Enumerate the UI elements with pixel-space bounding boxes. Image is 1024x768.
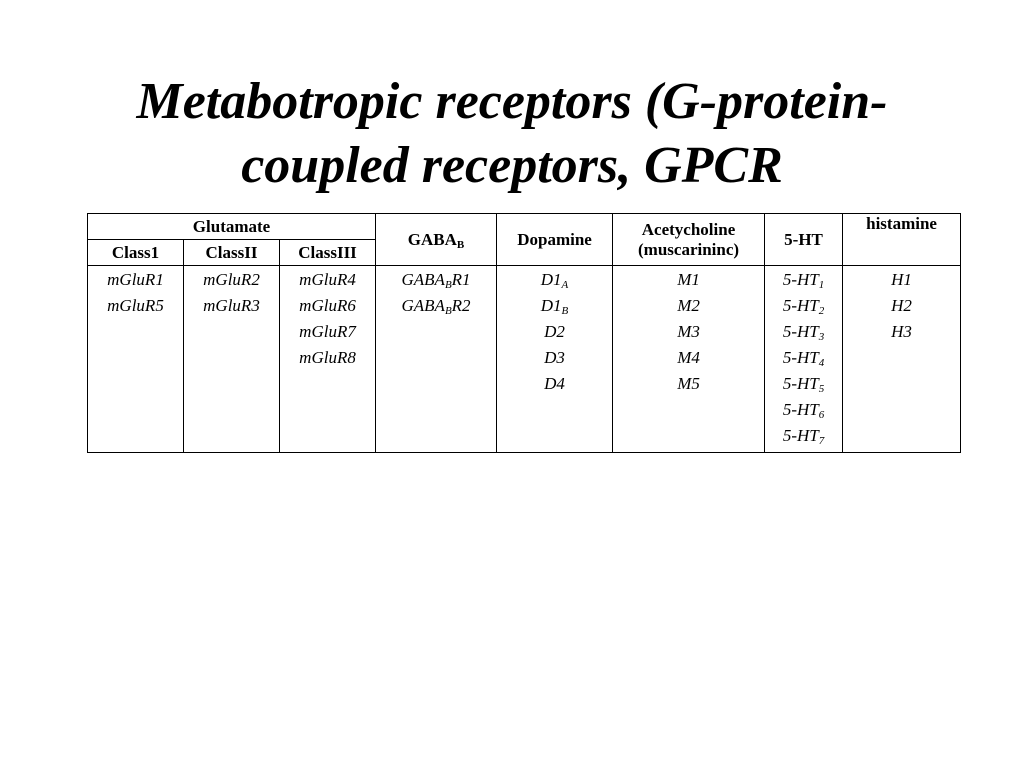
- header-gaba-b: [376, 214, 497, 266]
- receptor-subtype: [499, 319, 610, 345]
- receptor-name: 5-HT: [782, 296, 819, 315]
- receptor-subtype: [845, 267, 958, 293]
- receptor-name: D2: [544, 322, 565, 341]
- header-histamine: histamine: [843, 214, 961, 266]
- receptor-name: D1: [540, 270, 562, 289]
- receptor-name: D1: [540, 296, 562, 315]
- receptor-subtype: [767, 397, 840, 423]
- receptor-name: 5-HT: [782, 426, 819, 445]
- header-class-3: ClassIII: [280, 240, 376, 266]
- receptor-name: mGluR6: [299, 296, 356, 315]
- header-dopamine: Dopamine: [497, 214, 613, 266]
- receptor-subtype: [767, 293, 840, 319]
- receptor-name: GABA: [401, 296, 445, 315]
- header-class-2: ClassII: [184, 240, 280, 266]
- receptor-name: D3: [544, 348, 565, 367]
- receptor-subscript: 5: [818, 383, 825, 395]
- receptor-subtype: [615, 267, 762, 293]
- column-gaba-b: [376, 266, 497, 453]
- receptor-subtype: [615, 371, 762, 397]
- receptor-name: GABA: [401, 270, 445, 289]
- receptor-name: H1: [891, 270, 912, 289]
- header-acetylcholine-line-2: (muscarininc): [638, 239, 740, 259]
- receptor-suffix: R2: [451, 296, 471, 315]
- column-5-ht: [765, 266, 843, 453]
- receptor-name: M2: [677, 296, 700, 315]
- header-acetylcholine: [613, 214, 765, 266]
- receptor-name: mGluR3: [203, 296, 260, 315]
- column-class-3: [280, 266, 376, 453]
- receptor-name: 5-HT: [782, 348, 819, 367]
- receptor-subtype: [767, 267, 840, 293]
- receptor-subtype: [615, 345, 762, 371]
- receptor-name: 5-HT: [782, 270, 819, 289]
- receptor-subscript: 3: [818, 331, 825, 343]
- receptor-name: 5-HT: [782, 374, 819, 393]
- receptor-subtype: [845, 293, 958, 319]
- receptor-subtype: [90, 293, 181, 319]
- receptor-name: mGluR1: [107, 270, 164, 289]
- receptor-subtype: [767, 345, 840, 371]
- receptor-subtype: [378, 267, 494, 293]
- receptor-subscript: 2: [818, 305, 825, 317]
- receptor-name: mGluR7: [299, 322, 356, 341]
- slide-title-line-1: Metabotropic receptors (G-protein-: [136, 73, 888, 130]
- receptor-table: [87, 213, 961, 453]
- receptor-subtype: [282, 267, 373, 293]
- column-class-2: [184, 266, 280, 453]
- receptor-name: H2: [891, 296, 912, 315]
- receptor-subtype: [767, 371, 840, 397]
- slide-title-line-2: coupled receptors, GPCR: [241, 137, 783, 194]
- receptor-name: 5-HT: [782, 322, 819, 341]
- receptor-name: mGluR8: [299, 348, 356, 367]
- column-muscarinic: [613, 266, 765, 453]
- receptor-subtype: [282, 293, 373, 319]
- receptor-subtype: [615, 293, 762, 319]
- receptor-subtype: [767, 423, 840, 449]
- receptor-subscript: 7: [818, 435, 825, 447]
- header-5-ht: 5-HT: [765, 214, 843, 266]
- receptor-subtype: [499, 267, 610, 293]
- receptor-subscript: 4: [818, 357, 825, 369]
- receptor-subtype: [186, 267, 277, 293]
- header-glutamate: Glutamate: [88, 214, 376, 240]
- receptor-subtype: [499, 293, 610, 319]
- receptor-subscript: B: [444, 305, 452, 317]
- receptor-name: M1: [677, 270, 700, 289]
- header-class-1: Class1: [88, 240, 184, 266]
- receptor-subtype: [615, 319, 762, 345]
- receptor-name: mGluR5: [107, 296, 164, 315]
- receptor-subscript: B: [561, 305, 569, 317]
- receptor-name: M4: [677, 348, 700, 367]
- receptor-name: M5: [677, 374, 700, 393]
- header-gaba-b-subscript: B: [456, 238, 465, 251]
- header-acetylcholine-line-1: Acetycholine: [641, 219, 736, 239]
- receptor-subtype: [767, 319, 840, 345]
- receptor-name: mGluR2: [203, 270, 260, 289]
- column-histamine: [843, 266, 961, 453]
- header-gaba-b-main: GABA: [407, 229, 457, 249]
- receptor-name: H3: [891, 322, 912, 341]
- receptor-subtype: [845, 319, 958, 345]
- receptor-subtype: [186, 293, 277, 319]
- column-class-1: [88, 266, 184, 453]
- receptor-subscript: 6: [818, 409, 825, 421]
- receptor-subscript: A: [561, 279, 569, 291]
- receptor-subtype: [90, 267, 181, 293]
- receptor-name: M3: [677, 322, 700, 341]
- receptor-subtype: [282, 345, 373, 371]
- receptor-subtype: [499, 371, 610, 397]
- receptor-subscript: 1: [818, 279, 825, 291]
- receptor-subscript: B: [444, 279, 452, 291]
- receptor-suffix: R1: [451, 270, 471, 289]
- receptor-name: D4: [544, 374, 565, 393]
- receptor-subtype: [499, 345, 610, 371]
- slide-title: [0, 70, 1024, 198]
- receptor-subtype: [282, 319, 373, 345]
- receptor-name: 5-HT: [782, 400, 819, 419]
- column-dopamine: [497, 266, 613, 453]
- receptor-name: mGluR4: [299, 270, 356, 289]
- receptor-subtype: [378, 293, 494, 319]
